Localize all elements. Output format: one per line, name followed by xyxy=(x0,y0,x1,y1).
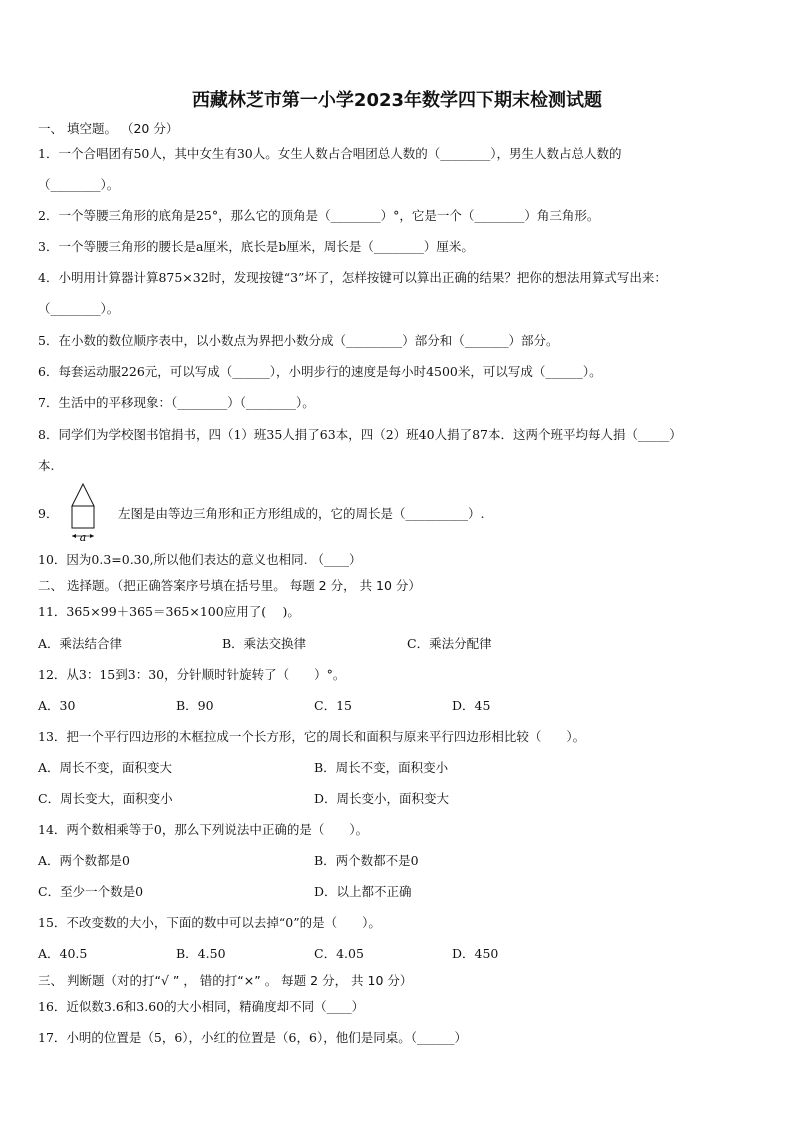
question-11: 11．365×99＋365＝365×100应用了( )。 xyxy=(38,604,300,619)
question-15: 15．不改变数的大小，下面的数中可以去掉“0”的是（ ）。 xyxy=(38,915,381,930)
question-8-line-1: 8．同学们为学校图书馆捐书，四（1）班35人捐了63本，四（2）班40人捐了87本．这两个班平均每人捐（_____） xyxy=(38,427,682,442)
question-13-option-a: A．周长不变，面积变大 xyxy=(38,760,173,775)
question-2: 2．一个等腰三角形的底角是25°，那么它的顶角是（________）°，它是一个（________）角三角形。 xyxy=(38,208,600,223)
question-10: 10．因为0.3=0.30,所以他们表达的意义也相同. （____） xyxy=(38,552,362,567)
question-12-option-b: B．90 xyxy=(176,698,214,713)
question-13-option-d: D．周长变小，面积变大 xyxy=(314,791,450,806)
question-14-option-c: C．至少一个数是0 xyxy=(38,884,144,899)
question-12-option-c: C．15 xyxy=(314,698,352,713)
question-9-text: 左图是由等边三角形和正方形组成的，它的周长是（__________）. xyxy=(118,506,485,521)
house-shape-figure xyxy=(66,480,112,542)
figure-label: a xyxy=(79,531,87,542)
question-9-number: 9． xyxy=(38,506,59,521)
question-11-option-a: A．乘法结合律 xyxy=(38,636,123,651)
question-13: 13．把一个平行四边形的木框拉成一个长方形，它的周长和面积与原来平行四边形相比较（ ）。 xyxy=(38,729,586,744)
question-4-line-1: 4．小明用计算器计算875×32时，发现按键“3”坏了，怎样按键可以算出正确的结果？把你的想法用算式写出来： xyxy=(38,270,667,285)
question-12-option-a: A．30 xyxy=(38,698,76,713)
arrow-left-icon xyxy=(72,534,76,538)
question-14-option-a: A．两个数都是0 xyxy=(38,853,130,868)
section-judgement-header: 三、 判断题（对的打“√ ” ， 错的打“×” 。 每题 2 分， 共 10 分） xyxy=(38,973,413,988)
question-15-option-c: C．4.05 xyxy=(314,946,364,961)
question-14: 14．两个数相乘等于0，那么下列说法中正确的是（ ）。 xyxy=(38,822,369,837)
question-17: 17．小明的位置是（5，6），小红的位置是（6，6），他们是同桌。（______） xyxy=(38,1030,467,1045)
square-shape xyxy=(72,506,94,528)
question-15-option-a: A．40.5 xyxy=(38,946,88,961)
arrow-right-icon xyxy=(90,534,94,538)
question-4-line-2: （________）。 xyxy=(38,301,120,316)
question-1-line-1: 1．一个合唱团有50人，其中女生有30人。女生人数占合唱团总人数的（________），男生人数占总人数的 xyxy=(38,146,622,161)
section-choice-header: 二、 选择题。（把正确答案序号填在括号里。 每题 2 分， 共 10 分） xyxy=(38,578,421,593)
question-16: 16．近似数3.6和3.60的大小相同，精确度却不同（____） xyxy=(38,999,365,1014)
question-8-line-2: 本. xyxy=(38,458,55,473)
question-3: 3．一个等腰三角形的腰长是a厘米，底长是b厘米，周长是（________）厘米。 xyxy=(38,239,474,254)
question-14-option-b: B．两个数都不是0 xyxy=(314,853,419,868)
question-13-option-b: B．周长不变，面积变小 xyxy=(314,760,449,775)
question-5: 5．在小数的数位顺序表中，以小数点为界把小数分成（_________）部分和（_______）部分。 xyxy=(38,333,559,348)
question-7: 7．生活中的平移现象：（________）（________）。 xyxy=(38,395,315,410)
page-title: 西藏林芝市第一小学2023年数学四下期末检测试题 xyxy=(191,90,603,111)
question-1-line-2: （________）。 xyxy=(38,177,120,192)
question-11-option-b: B．乘法交换律 xyxy=(222,636,307,651)
question-13-option-c: C．周长变大，面积变小 xyxy=(38,791,173,806)
question-12: 12．从3：15到3：30，分针顺时针旋转了（ ）°。 xyxy=(38,667,346,682)
question-15-option-d: D．450 xyxy=(452,946,499,961)
section-fill-in-header: 一、 填空题。 （20 分） xyxy=(38,121,179,136)
triangle-shape xyxy=(72,484,94,506)
question-12-option-d: D．45 xyxy=(452,698,491,713)
question-11-option-c: C．乘法分配律 xyxy=(407,636,492,651)
question-14-option-d: D．以上都不正确 xyxy=(314,884,412,899)
question-6: 6．每套运动服226元，可以写成（______），小明步行的速度是每小时4500米，可以写成（______）。 xyxy=(38,364,602,379)
question-15-option-b: B．4.50 xyxy=(176,946,226,961)
